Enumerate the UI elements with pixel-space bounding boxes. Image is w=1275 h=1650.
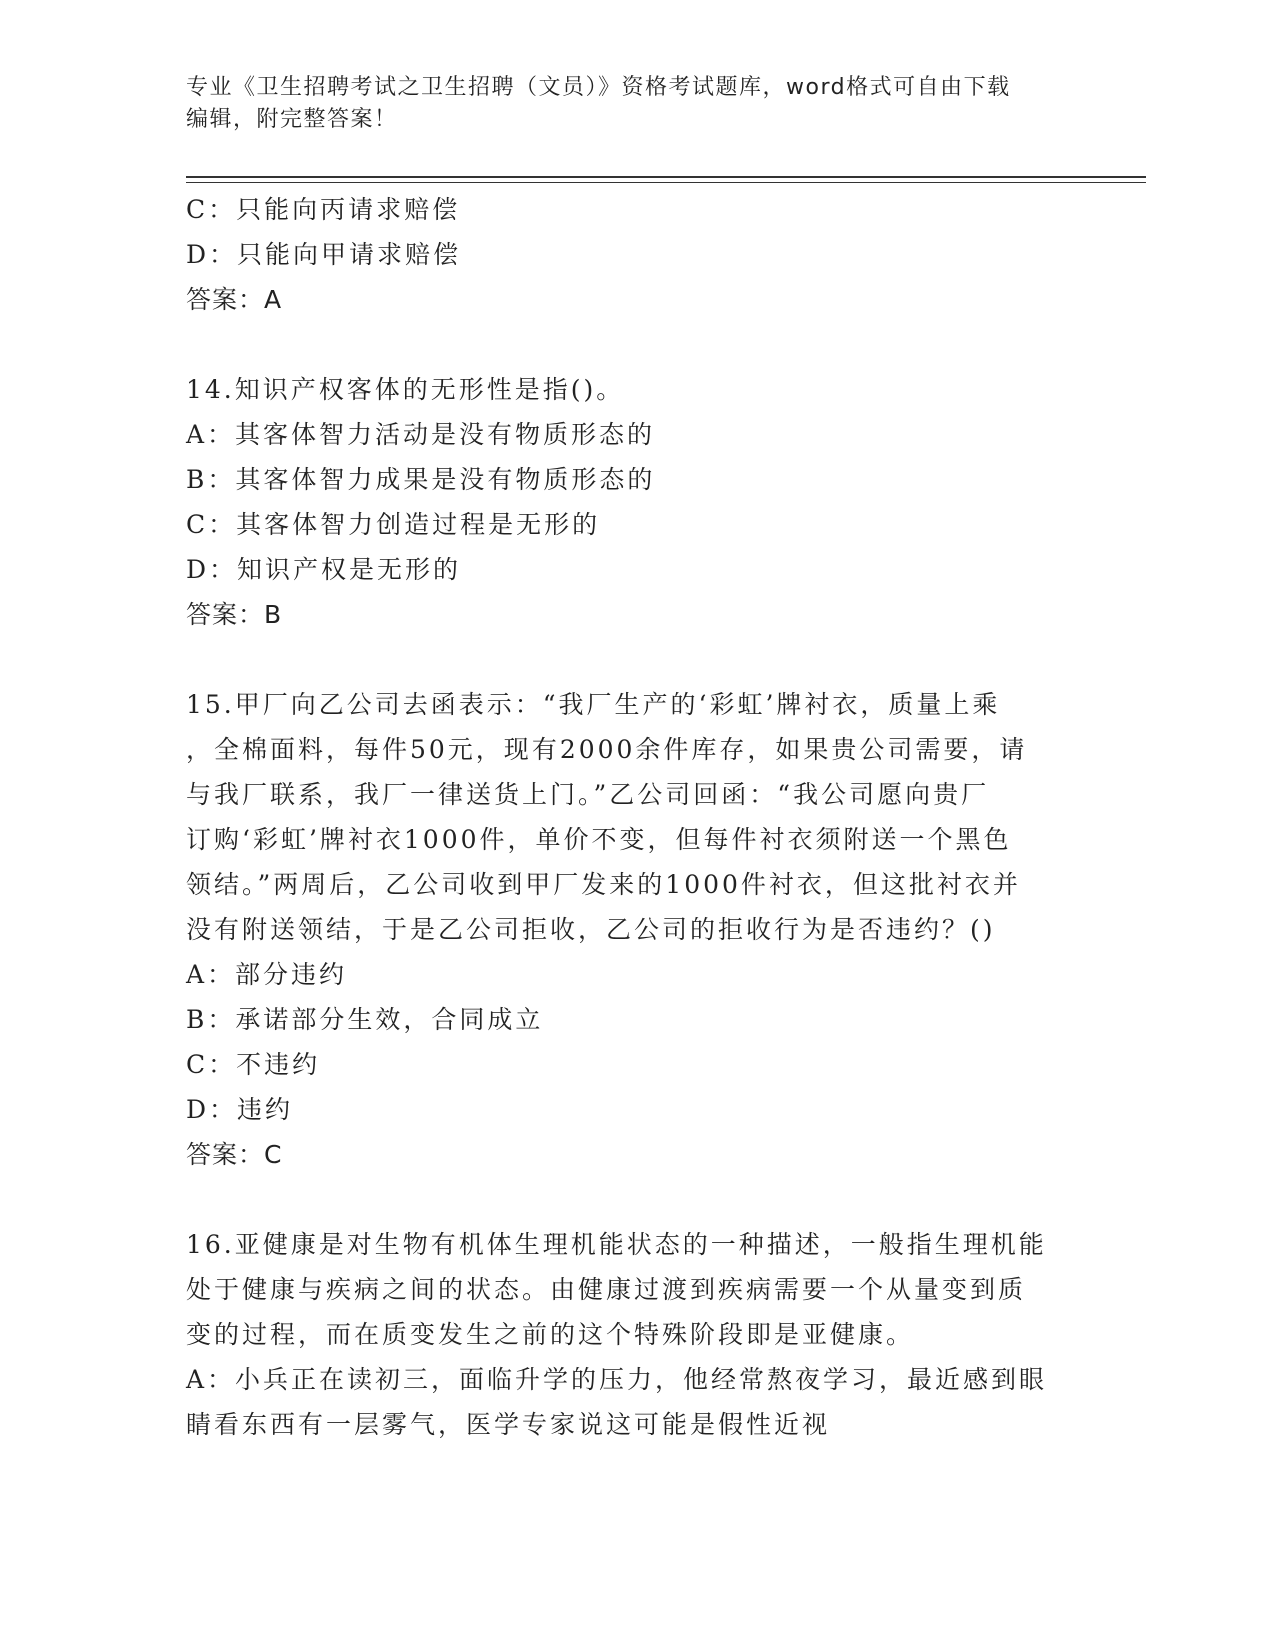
question-text-line: 16.亚健康是对生物有机体生理机能状态的一种描述，一般指生理机能 (186, 1230, 1047, 1259)
option-c: C：只能向丙请求赔偿 (186, 195, 461, 224)
question-text-line: 与我厂联系，我厂一律送货上门。”乙公司回函：“我公司愿向贵厂 (186, 780, 990, 809)
option-a-line: 睛看东西有一层雾气，医学专家说这可能是假性近视 (186, 1410, 831, 1439)
header-divider (186, 176, 1146, 178)
header-line-2: 编辑，附完整答案！ (186, 107, 398, 132)
option-c: C：其客体智力创造过程是无形的 (186, 510, 601, 539)
header-line-1: 专业《卫生招聘考试之卫生招聘（文员）》资格考试题库，word格式可自由下载 (186, 75, 1011, 100)
answer: 答案：C (186, 1140, 283, 1169)
question-13 (186, 187, 1066, 322)
question-list (186, 187, 1066, 1447)
question-text-line: 领结。”两周后，乙公司收到甲厂发来的1000件衬衣，但这批衬衣并 (186, 870, 1021, 899)
question-15 (186, 682, 1066, 1177)
option-d: D：只能向甲请求赔偿 (186, 240, 462, 269)
answer: 答案：B (186, 600, 283, 629)
header-divider-thin (186, 182, 1146, 183)
spacer (186, 637, 1066, 682)
option-d: D：知识产权是无形的 (186, 555, 462, 584)
option-a: A：部分违约 (186, 960, 348, 989)
option-d: D：违约 (186, 1095, 294, 1124)
option-a-line: A：小兵正在读初三，面临升学的压力，他经常熬夜学习，最近感到眼 (186, 1365, 1048, 1394)
option-b: B：其客体智力成果是没有物质形态的 (186, 465, 656, 494)
page-header (186, 72, 1066, 136)
question-text-line: 订购‘彩虹’牌衬衣1000件，单价不变，但每件衬衣须附送一个黑色 (186, 825, 1012, 854)
question-text: 14.知识产权客体的无形性是指()。 (186, 375, 625, 404)
answer: 答案：A (186, 285, 283, 314)
question-text-line: 处于健康与疾病之间的状态。由健康过渡到疾病需要一个从量变到质 (186, 1275, 1027, 1304)
option-c: C：不违约 (186, 1050, 321, 1079)
question-16 (186, 1222, 1066, 1447)
option-b: B：承诺部分生效，合同成立 (186, 1005, 544, 1034)
spacer (186, 1177, 1066, 1222)
question-text-line: 变的过程，而在质变发生之前的这个特殊阶段即是亚健康。 (186, 1320, 915, 1349)
option-a: A：其客体智力活动是没有物质形态的 (186, 420, 656, 449)
question-14 (186, 367, 1066, 637)
question-text-line: ，全棉面料，每件50元，现有2000余件库存，如果贵公司需要，请 (186, 735, 1028, 764)
question-text-line: 15.甲厂向乙公司去函表示：“我厂生产的‘彩虹’牌衬衣，质量上乘 (186, 690, 1001, 719)
question-text-line: 没有附送领结，于是乙公司拒收，乙公司的拒收行为是否违约？() (186, 915, 996, 944)
spacer (186, 322, 1066, 367)
